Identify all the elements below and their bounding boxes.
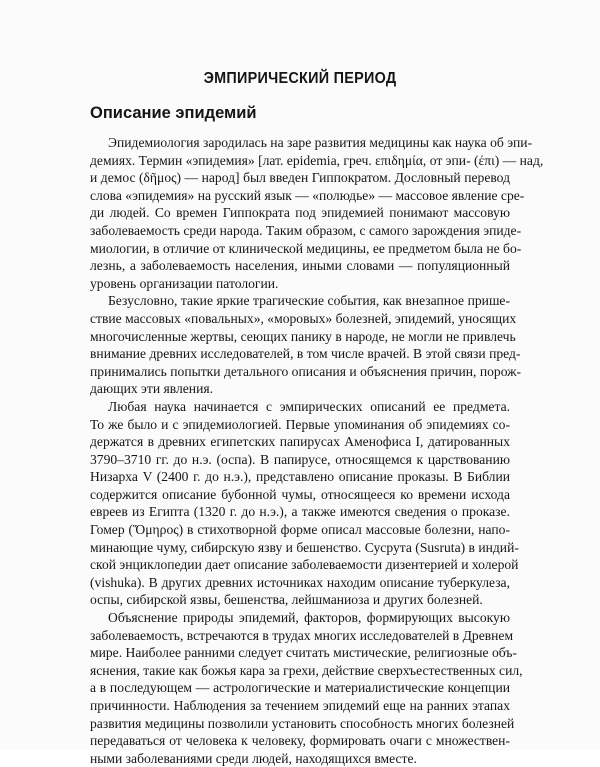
- text-line: передаваться от человека к человеку, формировать очаги с множествен-: [90, 733, 510, 749]
- paragraph: [90, 134, 544, 292]
- text-line: То же было и с эпидемиологией. Первые упоминания об эпидемиях со-: [90, 416, 510, 432]
- text-line: ными заболеваниями среди людей, находящихся вместе.: [90, 750, 417, 766]
- text-line: ди людей. Со времен Гиппократа под эпидемией понимают массовую: [90, 205, 510, 221]
- section-title: ЭМПИРИЧЕСКИЙ ПЕРИОД: [203, 70, 397, 87]
- text-line: лезнь, а заболеваемость населения, иными словами — популяционный: [90, 258, 510, 274]
- text-line: Низарха V (2400 г. до н.э.), представлено описание проказы. В Библии: [90, 469, 510, 485]
- subsection-title: Описание эпидемий: [90, 104, 257, 122]
- text-line: Объяснение природы эпидемий, факторов, формирующих высокую: [108, 610, 510, 626]
- text-line: причинности. Наблюдения за течением эпидемий еще на ранних этапах: [90, 698, 510, 713]
- paragraph: [90, 398, 519, 609]
- text-line: внимание древних исследователей, в том числе врачей. В этой связи пред-: [90, 346, 521, 362]
- text-line: ствие массовых «повальных», «моровых» болезней, эпидемий, уносящих: [90, 310, 517, 326]
- text-line: слова «эпидемия» на русский язык — «полюдье» — массовое явление сре-: [90, 187, 525, 203]
- paragraph: [90, 609, 523, 767]
- text-line: уровень организации патологии.: [90, 275, 279, 291]
- text-line: содержится описание бубонной чумы, относящееся ко времени исхода: [90, 486, 510, 502]
- text-line: демиях. Термин «эпидемия» [лат. epidemia, греч. επιδημία, от эпи- (έπι) — над,: [90, 152, 544, 168]
- text-line: и демос (δῆμος) — народ] был введен Гиппократом. Дословный перевод: [90, 170, 510, 186]
- text-line: заболеваемость, встречаются в трудах многих исследователей в Древнем: [90, 627, 514, 643]
- text-line: (vishuka). В других древних источниках находим описание туберкулеза,: [90, 574, 510, 590]
- text-line: яснения, такие как божья кара за грехи, действие сверхъестественных сил,: [90, 662, 523, 678]
- text-line: Безусловно, такие яркие трагические события, как внезапное прише-: [108, 293, 510, 309]
- text-line: Любая наука начинается с эмпирических описаний ее предмета.: [108, 398, 510, 414]
- text-line: миологии, в отличие от клинической медицины, ее предметом была не бо-: [90, 240, 522, 256]
- text-line: а в последующем — астрологические и материалистические концепции: [90, 680, 510, 696]
- paragraph: [90, 292, 522, 398]
- text-line: принимались попытки детального описания и объяснения причин, порож-: [90, 363, 522, 379]
- text-line: многочисленные жертвы, сеющих панику в народе, не могли не привлечь: [90, 328, 516, 344]
- text-line: евреев из Египта (1320 г. до н.э.), а также имеются сведения о проказе.: [90, 504, 510, 520]
- body-text: [90, 134, 544, 767]
- text-line: Гомер (Ὅμηρος) в стихотворной форме описал массовые болезни, напо-: [90, 522, 510, 538]
- text-line: заболеваемость среди народа. Таким образом, с самого зарождения эпиде-: [90, 222, 522, 238]
- text-line: держатся в древних египетских папирусах Аменофиса I, датированных: [90, 434, 510, 450]
- text-line: ской энциклопедии дает описание заболеваемости дизентерией и холерой: [90, 557, 519, 573]
- text-line: 3790–3710 гг. до н.э. (оспа). В папирусе, относящемся к царствованию: [90, 451, 510, 467]
- text-line: дающих эти явления.: [90, 381, 214, 397]
- text-line: мире. Наиболее ранними следует считать мистические, религиозные объ-: [90, 645, 517, 661]
- text-line: минающие чуму, сибирскую язву и бешенство. Сусрута (Susruta) в индий-: [90, 539, 519, 555]
- text-line: Эпидемиология зародилась на заре развития медицины как наука об эпи-: [108, 135, 533, 150]
- text-line: развития медицины позволили установить способность многих болезней: [90, 715, 515, 731]
- text-line: оспы, сибирской язвы, бешенства, лейшманиоза и других болезней.: [90, 592, 483, 608]
